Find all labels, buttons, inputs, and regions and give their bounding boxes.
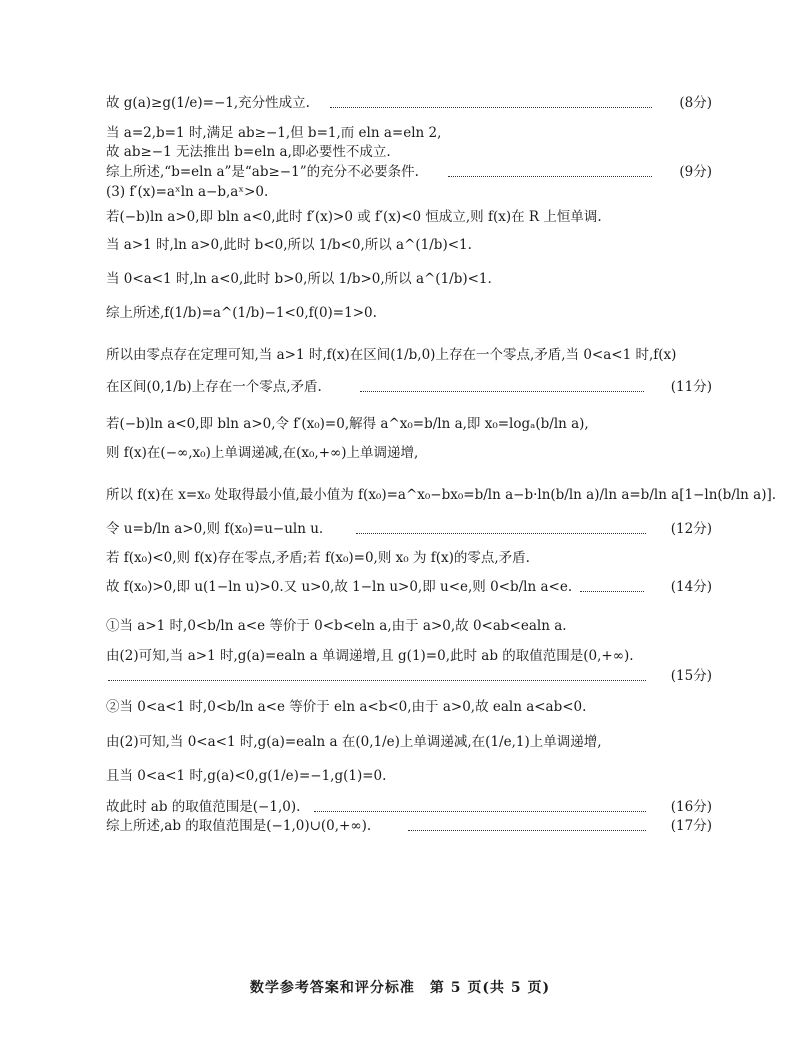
solution-line-9: 综上所述,f(1/b)=a^(1/b)−1<0,f(0)=1>0. [106,305,377,321]
score-leader [448,176,652,177]
solution-line-4: 综上所述,“b=eln a”是“ab≥−1”的充分不必要条件. [106,164,419,180]
solution-line-12: 若(−b)ln a<0,即 bln a>0,令 f′(x₀)=0,解得 a^x₀=b/ln a,即 x₀=logₐ(b/ln a), [106,416,589,432]
score-11: (11分) [670,379,712,395]
solution-line-18: ①当 a>1 时,0<b/ln a<e 等价于 0<b<eln a,由于 a>0,故 0<ab<ealn a. [106,618,567,634]
score-8: (8分) [679,95,712,111]
score-leader [580,591,644,592]
solution-line-15: 令 u=b/ln a>0,则 f(x₀)=u−uln u. [106,521,324,537]
score-leader [356,533,646,534]
score-12: (12分) [670,521,712,537]
solution-line-11: 在区间(0,1/b)上存在一个零点,矛盾. [106,379,322,395]
score-leader [314,811,646,812]
solution-line-20: ②当 0<a<1 时,0<b/ln a<e 等价于 eln a<b<0,由于 a>0,故 ealn a<ab<0. [106,699,587,715]
solution-line-2: 当 a=2,b=1 时,满足 ab≥−1,但 b=1,而 eln a=eln 2, [106,125,442,141]
score-leader [408,830,646,831]
solution-line-13: 则 f(x)在(−∞,x₀)上单调递减,在(x₀,+∞)上单调递增, [106,445,419,461]
score-15: (15分) [670,668,712,684]
solution-line-10: 所以由零点存在定理可知,当 a>1 时,f(x)在区间(1/b,0)上存在一个零点,矛盾,当 0<a<1 时,f(x) [106,347,677,363]
solution-line-3: 故 ab≥−1 无法推出 b=eln a,即必要性不成立. [106,144,391,160]
solution-line-8: 当 0<a<1 时,ln a<0,此时 b>0,所以 1/b>0,所以 a^(1/b)<1. [106,271,492,287]
solution-line-23: 故此时 ab 的取值范围是(−1,0). [106,799,301,815]
solution-line-7: 当 a>1 时,ln a>0,此时 b<0,所以 1/b<0,所以 a^(1/b)<1. [106,237,472,253]
score-leader [360,391,644,392]
score-16: (16分) [670,799,712,815]
score-leader [330,107,652,108]
score-9: (9分) [679,164,712,180]
score-14: (14分) [670,579,712,595]
solution-line-5: (3) f′(x)=aˣln a−b,aˣ>0. [106,184,269,200]
solution-line-1: 故 g(a)≥g(1/e)=−1,充分性成立. [106,95,310,111]
score-17: (17分) [670,818,712,834]
solution-line-14: 所以 f(x)在 x=x₀ 处取得最小值,最小值为 f(x₀)=a^x₀−bx₀=b/ln a−b·ln(b/ln a)/ln a=b/ln a[1−ln(b/ln a)]. [106,487,777,503]
solution-line-19: 由(2)可知,当 a>1 时,g(a)=ealn a 单调递增,且 g(1)=0,此时 ab 的取值范围是(0,+∞). [106,648,634,664]
score-leader [108,680,646,681]
solution-line-17: 故 f(x₀)>0,即 u(1−ln u)>0.又 u>0,故 1−ln u>0,即 u<e,则 0<b/ln a<e. [106,579,573,595]
solution-line-16: 若 f(x₀)<0,则 f(x)存在零点,矛盾;若 f(x₀)=0,则 x₀ 为 f(x)的零点,矛盾. [106,550,530,566]
solution-line-24: 综上所述,ab 的取值范围是(−1,0)∪(0,+∞). [106,818,372,834]
solution-line-21: 由(2)可知,当 0<a<1 时,g(a)=ealn a 在(0,1/e)上单调递减,在(1/e,1)上单调递增, [106,734,602,750]
page-footer: 数学参考答案和评分标准 第 5 页(共 5 页) [249,980,551,996]
solution-line-6: 若(−b)ln a>0,即 bln a<0,此时 f′(x)>0 或 f′(x)<0 恒成立,则 f(x)在 R 上恒单调. [106,209,602,225]
solution-line-22: 且当 0<a<1 时,g(a)<0,g(1/e)=−1,g(1)=0. [106,768,387,784]
